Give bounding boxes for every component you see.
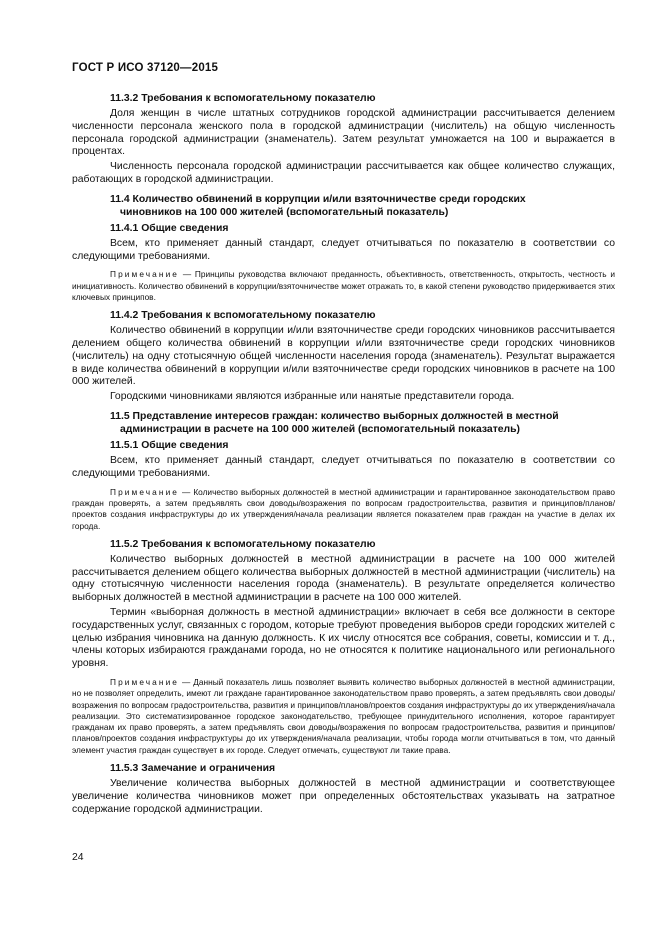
heading-11-4 [72,193,615,219]
heading-line: администрации в расчете на 100 000 жителей (вспомогательный показатель) [120,424,521,436]
paragraph: Всем, кто применяет данный стандарт, следует отчитываться по показателю в соответствии со следующими требованиями. [72,237,615,262]
paragraph: Количество выборных должностей в местной администрации в расчете на 100 000 жителей рассчитывается делением общего количества выборных должностей в местной администрации (числитель) на одну стотысячную численности населения города (знаменатель). В результате определяется количество выборных должностей в местной администрации в расчете на 100 000 жителей. [72,553,615,604]
heading-11-3-2: 11.3.2 Требования к вспомогательному показателю [110,93,376,104]
note-text: — Принципы руководства включают преданность, объективность, ответственность, открытость, честность и инициативность. Количество обвинений в коррупции/взяточничестве может отражать то, в какой степени руководство придерживается этих ключевых принципов. [72,269,615,302]
heading-11-4-2: 11.4.2 Требования к вспомогательному показателю [110,310,376,322]
note-label: Примечание [110,269,180,280]
heading-line: 11.4 Количество обвинений в коррупции и/или взяточничестве среди городских [110,193,526,205]
note-label: Примечание [110,677,180,687]
note [72,677,615,756]
heading-11-4-1: 11.4.1 Общие сведения [110,222,229,234]
heading-line: чиновников на 100 000 жителей (вспомогательный показатель) [120,206,449,218]
document-header: ГОСТ Р ИСО 37120—2015 [72,62,219,74]
paragraph: Доля женщин в числе штатных сотрудников городской администрации рассчитывается делением численности персонала женского пола в городской администрации (числитель) на общую численность персонала городской администрации (знаменатель). Затем результат умножается на 100 и выражается в процентах. [72,108,615,158]
heading-11-5-2: 11.5.2 Требования к вспомогательному показателю [110,538,376,550]
paragraph: Термин «выборная должность в местной администрации» включает в себя все должности в секторе государственных услуг, связанных с городом, которые требуют проведения выборов среди городских жителей с целью избрания чиновника на данную должность. К их числу относятся все собрания, советы, комиссии и т. д., члены которых избираются гражданами города, но не относятся к политике национального или регионального уровня. [72,607,615,670]
heading-11-5 [72,410,615,436]
note-text: — Количество выборных должностей в местной администрации и гарантированное законодательством право граждан проверять, а затем предъявлять свои доводы/возражения по вопросам градостроительства, развития и принципов/планов/проектов создания инфраструктуры до их утверждения/начала реализации является показателем прав граждан на участие в делах их города. [72,486,615,531]
paragraph: Всем, кто применяет данный стандарт, следует отчитываться по показателю в соответствии со следующими требованиями. [72,455,615,479]
heading-11-5-1: 11.5.1 Общие сведения [110,440,229,452]
heading-11-5-3: 11.5.3 Замечание и ограничения [110,763,276,775]
note [72,269,615,303]
page-number: 24 [72,852,84,863]
note-text: — Данный показатель лишь позволяет выявить количество выборных должностей в местной администрации, но не позволяет определить, имеют ли граждане гарантированное законодательством право проверять, а затем предъявлять свои доводы/возражения по вопросам градостроительства, развития и принципов/планов/проектов создания инфраструктуры до их утверждения/начала реализации. Это систематизированное городское законодательство, требующее принудительного исполнения, которое гарантирует гражданам их право проверять, а затем предъявлять свои доводы/возражения по вопросам градостроительства, развития и принципов/планов/проектов создания инфраструктуры до их утверждения/начала реализации, чтобы города могли отчитываться в том, что данный элемент участия граждан существует в их городе. Следует отмечать, существуют ли такие права. [72,677,615,755]
paragraph: Численность персонала городской администрации рассчитывается как общее количество служащих, работающих в городской администрации. [72,161,615,185]
paragraph: Городскими чиновниками являются избранные или нанятые представители города. [110,391,515,403]
note [72,487,615,532]
note-label: Примечание [110,486,180,497]
paragraph: Увеличение количества выборных должностей в местной администрации и соответствующее увеличение количества чиновников может при определенных обстоятельствах указывать на затратное содержание городской администрации. [72,778,615,815]
paragraph: Количество обвинений в коррупции и/или взяточничестве среди городских чиновников рассчитывается делением общего количества обвинений в коррупции и/или взяточничестве среди городских чиновников (числитель) на одну стотысячную общей численности населения города (знаменатель). Результат выражается в виде количества обвинений в коррупции и/или взяточничестве среди городских чиновников в расчете на 100 000 жителей. [72,325,615,388]
heading-line: 11.5 Представление интересов граждан: количество выборных должностей в местной [110,411,559,423]
